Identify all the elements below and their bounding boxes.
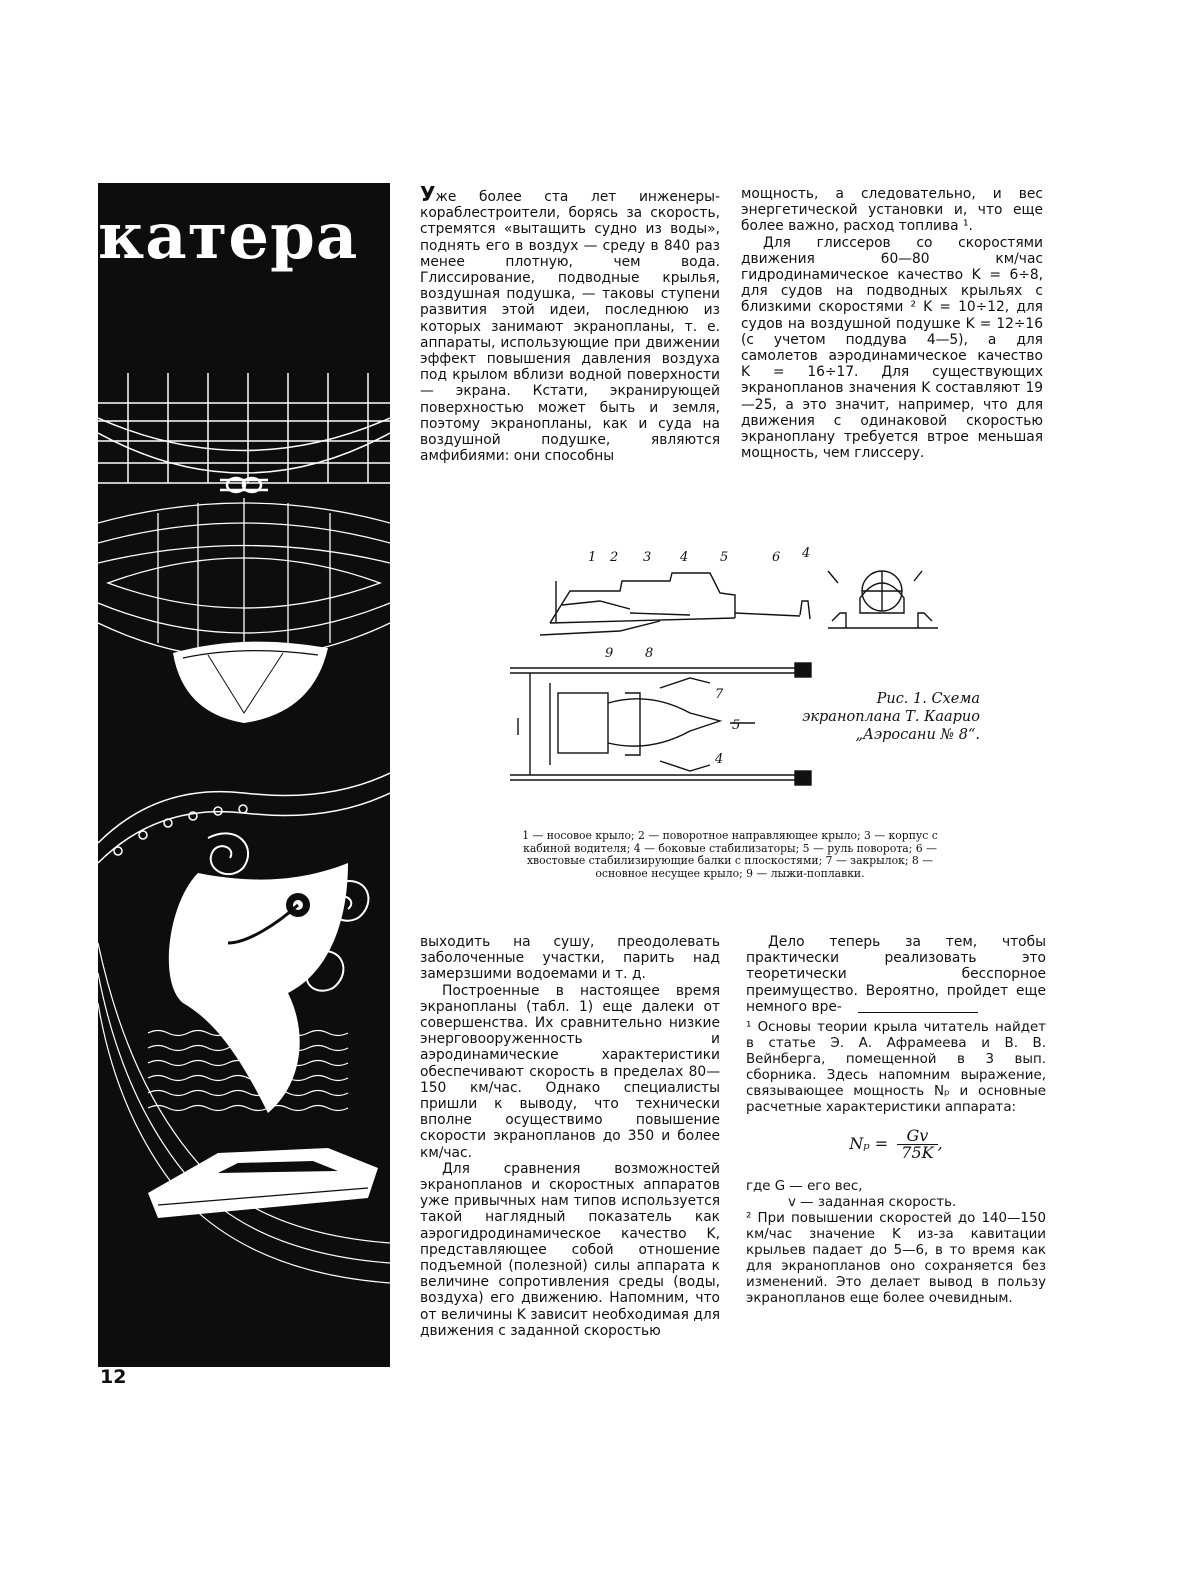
formula-fraction (897, 1128, 937, 1161)
paragraph: Дело теперь за тем, чтобы практически реализовать это теоретически бесспорное преимущество. Вероятно, пройдет еще немного вре- (746, 934, 1046, 1015)
figure-caption: Рис. 1. Схема экраноплана Т. Каарио „Аэросани № 8“. (802, 691, 980, 743)
figure-legend: 1 — носовое крыло; 2 — поворотное направляющее крыло; 3 — корпус с кабиной водителя; 4 — боковые стабилизаторы; 5 — руль поворота; 6 — хвостовые стабилизирующие балки с плоскостями; 7 — закрылок; 8 — основное несущее крыло; 9 — лыжи-поплавки. (522, 829, 938, 880)
section-heading: катера (98, 199, 359, 274)
formula-left: Nₚ = (849, 1134, 889, 1153)
callout-3: 3 (643, 550, 652, 565)
lead-paragraph-text: же более ста лет инженеры-кораблестроители, борясь за скорость, стремятся «вытащить судно из воды», поднять его в воздух — среду в 840 раз менее плотную, чем вода. Глиссирование, подводные крылья, воздушная подушка, — таковы ступени развития этой идеи, последнюю из которых занимают экранопланы, т. е. аппараты, использующие при движении эффект повышения давления воздуха под крылом вблизи водной поверхности — экрана. Кстати, экранирующей поверхностью может быть и земля, поэтому экранопланы, как и суда на воздушной подушке, являются амфибиями: они способны (420, 189, 720, 465)
page-number: 12 (100, 1366, 127, 1388)
artwork-illustration (98, 183, 390, 1367)
formula-denominator: 75K (901, 1143, 934, 1162)
paragraph: Для глиссеров со скоростями движения 60—80 км/час гидродинамическое качество K = 6÷8, для судов на подводных крыльях с близкими скоростями ² K = 10÷12, для судов на воздушной подушке K = 12÷16 (с учетом поддува 4—5), а для самолетов аэродинамическое качество K = 16÷17. Для существующих экранопланов значения K составляют 19—25, а это значит, например, что для движения с одинаковой скоростью экраноплану требуется втрое меньшая мощность, чем глиссеру. (741, 234, 1043, 462)
plan-view (510, 663, 811, 785)
ekranoplan-diagram (510, 543, 970, 803)
callout-1: 1 (588, 550, 597, 565)
article-column-2 (741, 186, 1043, 461)
callout-4-front: 4 (802, 546, 811, 561)
boat-shape (148, 1148, 378, 1218)
formula-numerator: Gv (897, 1128, 937, 1145)
callout-6: 6 (772, 550, 781, 565)
article-column-1 (420, 182, 720, 465)
power-formula: Nₚ = $\frac{Gv}{75K}$ , (849, 1126, 943, 1162)
callout-8: 8 (645, 646, 654, 661)
lead-paragraph (420, 182, 720, 465)
article-column-4 (746, 934, 1046, 1015)
callout-5: 5 (720, 550, 729, 565)
callout-4: 4 (680, 550, 689, 565)
front-view (828, 571, 938, 628)
formula-where-v: v — заданная скорость. (788, 1195, 957, 1210)
callout-7: 7 (715, 687, 724, 702)
paragraph: Построенные в настоящее время экранопланы (табл. 1) еще далеки от совершенства. Их сравнительно низкие энерговооруженность и аэродинамические характеристики обеспечивают скорость в пределах 80—150 км/час. Однако специалисты пришли к выводу, что технически вполне осуществимо повышение скорости экранопланов до 350 и более км/час. (420, 982, 720, 1161)
footnote-divider (858, 1012, 978, 1013)
paragraph: выходить на сушу, преодолевать заболоченные участки, парить над замерзшими водоемами и т. д. (420, 934, 720, 983)
drop-cap: У (420, 182, 436, 206)
side-view (540, 573, 810, 635)
callout-4-plan: 4 (715, 752, 724, 767)
callout-9: 9 (605, 646, 614, 661)
formula-where-g: где G — его вес, (746, 1179, 863, 1194)
knot-ornament (220, 478, 268, 492)
footnote-1: ¹ Основы теории крыла читатель найдет в статье Э. А. Афрамеева и В. В. Вейнберга, помещенной в 3 вып. сборника. Здесь напомним выражение, связывающее мощность Nₚ и основные расчетные характеристики аппарата: (746, 1020, 1046, 1115)
footnotes (746, 1020, 1046, 1307)
bowl-shape (173, 642, 328, 723)
callout-numbers (588, 546, 810, 767)
wave-band (98, 773, 390, 863)
callout-2: 2 (610, 550, 619, 565)
article-column-3 (420, 934, 720, 1339)
footnote-2: ² При повышении скоростей до 140—150 км/час значение K из-за кавитации крыльев падает до 5—6, в то время как для экранопланов оно сохраняется без изменений. Это делает вывод в пользу экранопланов еще более очевидным. (746, 1211, 1046, 1306)
paragraph: Для сравнения возможностей экранопланов и скоростных аппаратов уже привычных нам типов используется такой наглядный показатель как аэрогидродинамическое качество K, представляющее собой отношение подъемной (полезной) силы аппарата к величине сопротивления среды (воды, воздуха) его движению. Напомним, что от величины K зависит необходимая для движения с заданной скоростью (420, 1160, 720, 1339)
ekranoplan-figure (510, 543, 970, 803)
paragraph: мощность, а следовательно, и вес энергетической установки и, что еще более важно, расход топлива ¹. (741, 186, 1043, 235)
callout-5-plan: 5 (732, 718, 741, 733)
artwork-grid (98, 373, 390, 483)
decorative-artwork (98, 183, 390, 1367)
